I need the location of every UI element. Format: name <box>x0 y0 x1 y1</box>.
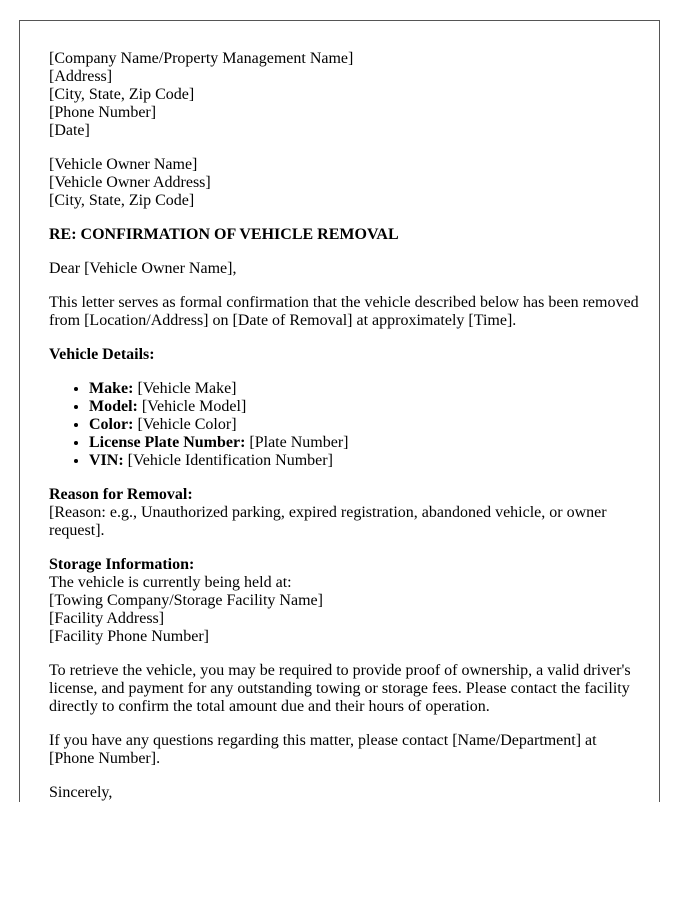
sender-block <box>49 50 639 140</box>
retrieval-paragraph: To retrieve the vehicle, you may be required to provide proof of ownership, a valid driver's license, and payment for any outstanding towing or storage fees. Please contact the facility directly to confirm the total amount due and their hours of operation. <box>49 662 631 715</box>
recipient-city-state-zip: [City, State, Zip Code] <box>49 192 195 209</box>
reason-section <box>49 486 639 540</box>
reason-heading: Reason for Removal: <box>49 486 193 503</box>
letter-page <box>19 20 660 802</box>
detail-value-color: [Vehicle Color] <box>133 416 237 433</box>
sender-address: [Address] <box>49 68 113 85</box>
sender-city-state-zip: [City, State, Zip Code] <box>49 86 195 103</box>
list-item <box>89 398 639 416</box>
vehicle-details-list <box>49 380 639 470</box>
detail-label-make: Make: <box>89 380 134 397</box>
storage-heading: Storage Information: <box>49 556 195 573</box>
closing: Sincerely, <box>49 784 113 801</box>
letter-date: [Date] <box>49 122 90 139</box>
list-item <box>89 434 639 452</box>
letter-body <box>49 50 639 802</box>
detail-label-plate: License Plate Number: <box>89 434 246 451</box>
subject-line: RE: CONFIRMATION OF VEHICLE REMOVAL <box>49 226 399 243</box>
intro-paragraph: This letter serves as formal confirmation that the vehicle described below has been removed from [Location/Address] on [Date of Removal] at approximately [Time]. <box>49 294 639 329</box>
storage-section <box>49 556 639 646</box>
storage-facility-phone: [Facility Phone Number] <box>49 628 209 645</box>
storage-facility-name: [Towing Company/Storage Facility Name] <box>49 592 323 609</box>
detail-label-color: Color: <box>89 416 134 433</box>
detail-label-vin: VIN: <box>89 452 124 469</box>
list-item <box>89 380 639 398</box>
detail-label-model: Model: <box>89 398 138 415</box>
vehicle-details-heading: Vehicle Details: <box>49 346 155 363</box>
questions-paragraph: If you have any questions regarding this matter, please contact [Name/Department] at [Phone Number]. <box>49 732 597 767</box>
storage-facility-address: [Facility Address] <box>49 610 165 627</box>
list-item <box>89 452 639 470</box>
detail-value-model: [Vehicle Model] <box>137 398 247 415</box>
list-item <box>89 416 639 434</box>
detail-value-make: [Vehicle Make] <box>133 380 237 397</box>
reason-text: [Reason: e.g., Unauthorized parking, expired registration, abandoned vehicle, or owner request]. <box>49 504 607 539</box>
recipient-address: [Vehicle Owner Address] <box>49 174 211 191</box>
recipient-name: [Vehicle Owner Name] <box>49 156 198 173</box>
sender-phone: [Phone Number] <box>49 104 157 121</box>
recipient-block <box>49 156 639 210</box>
detail-value-vin: [Vehicle Identification Number] <box>123 452 333 469</box>
storage-intro: The vehicle is currently being held at: <box>49 574 292 591</box>
salutation: Dear [Vehicle Owner Name], <box>49 260 237 277</box>
sender-company: [Company Name/Property Management Name] <box>49 50 354 67</box>
detail-value-plate: [Plate Number] <box>245 434 349 451</box>
